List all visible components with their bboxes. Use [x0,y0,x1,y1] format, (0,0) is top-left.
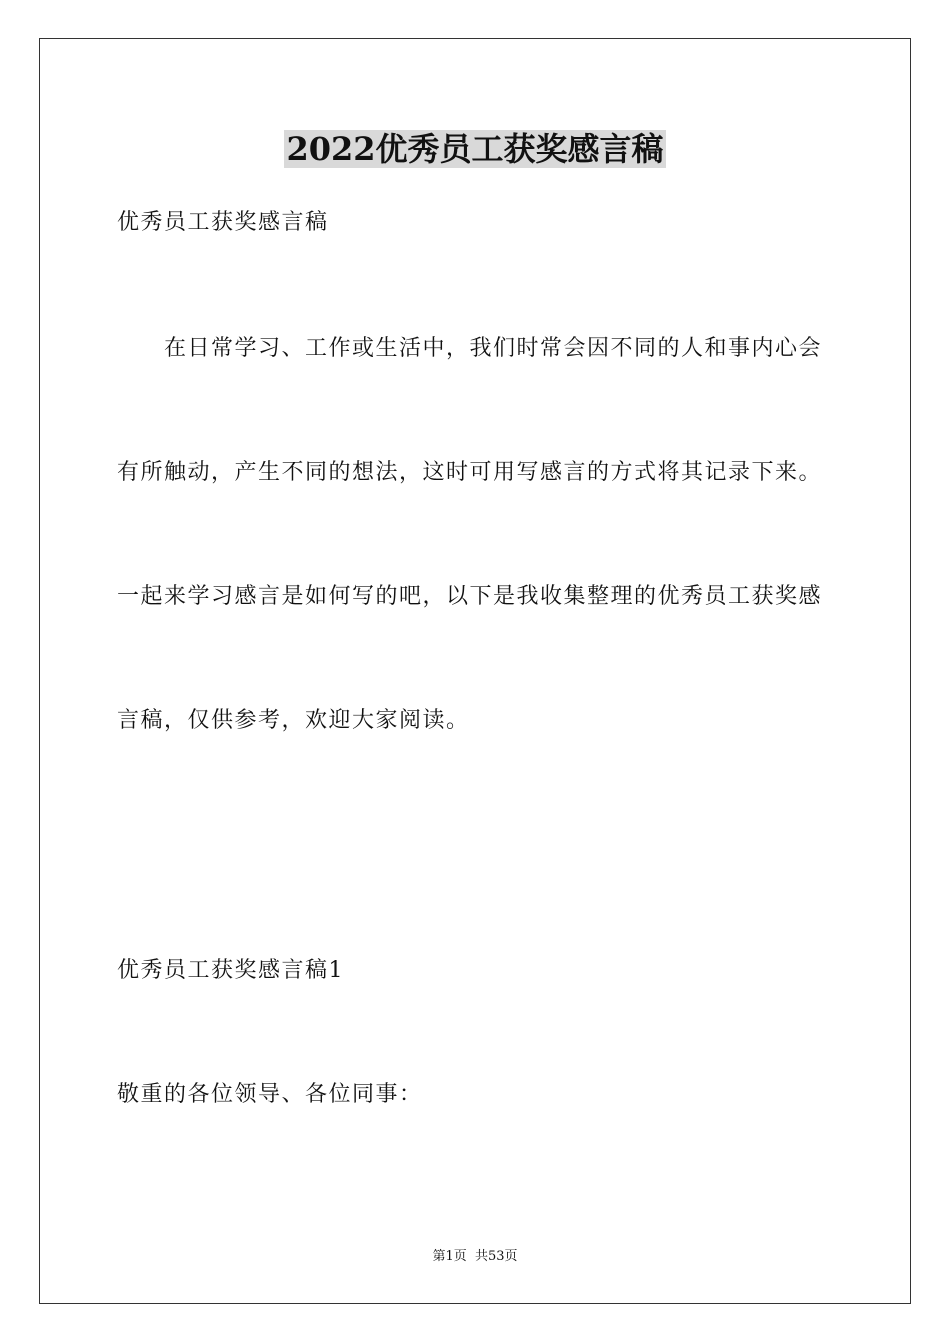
page-footer: 第1页 共53页 [432,1249,518,1264]
intro-line-2: 有所触动，产生不同的想法，这时可用写感言的方式将其记录下来。 [117,460,823,485]
section-heading: 优秀员工获奖感言稿1 [117,958,344,983]
intro-line-3: 一起来学习感言是如何写的吧，以下是我收集整理的优秀员工获奖感 [117,584,823,609]
salutation: 敬重的各位领导、各位同事： [117,1082,423,1107]
intro-line-1: 在日常学习、工作或生活中，我们时常会因不同的人和事内心会 [164,336,823,361]
intro-line-4: 言稿，仅供参考，欢迎大家阅读。 [117,708,470,733]
document-title [0,124,950,174]
document-title-text: 2022优秀员工获奖感言稿 [286,130,664,168]
document-subtitle: 优秀员工获奖感言稿 [117,210,329,235]
